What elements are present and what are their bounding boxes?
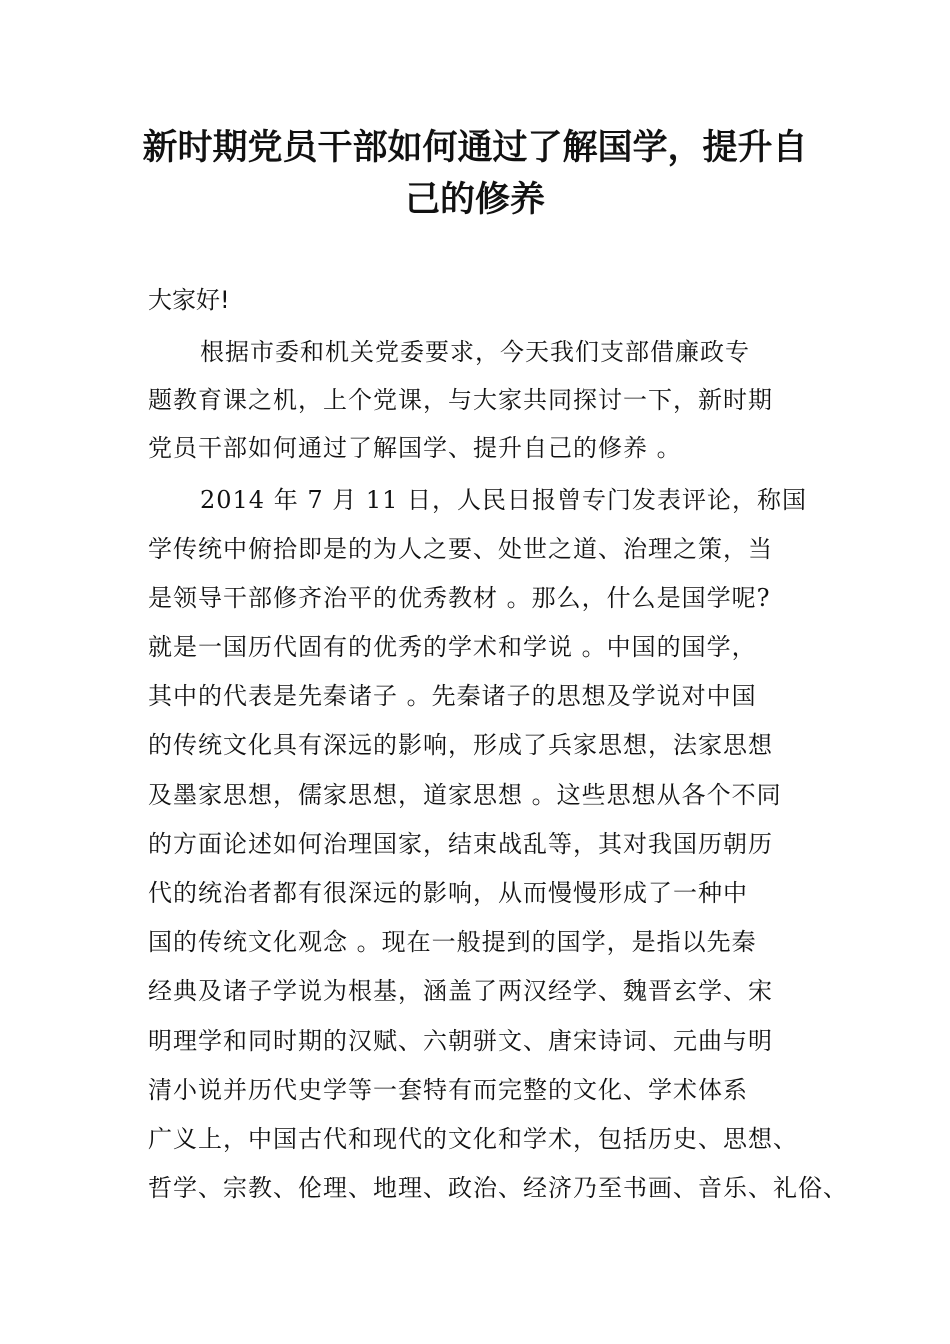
paragraph-2-line: 广义上，中国古代和现代的文化和学术，包括历史、思想、 <box>148 1125 798 1153</box>
paragraph-2-line: 学传统中俯拾即是的为人之要、处世之道、治理之策，当 <box>148 535 773 563</box>
title-line: 新时期党员干部如何通过了解国学，提升自 <box>142 128 808 168</box>
title-line: 己的修养 <box>404 180 545 220</box>
paragraph-2-line: 是领导干部修齐治平的优秀教材 。那么，什么是国学呢? <box>148 584 771 612</box>
paragraph-2-line: 的方面论述如何治理国家，结束战乱等，其对我国历朝历 <box>148 830 773 858</box>
paragraph-2-line: 的传统文化具有深远的影响，形成了兵家思想，法家思想 <box>148 731 773 759</box>
greeting: 大家好! <box>148 286 230 314</box>
paragraph-2-line: 国的传统文化观念 。现在一般提到的国学，是指以先秦 <box>148 928 757 956</box>
paragraph-2-line: 明理学和同时期的汉赋、六朝骈文、唐宋诗词、元曲与明 <box>148 1027 773 1055</box>
paragraph-2-line: 其中的代表是先秦诸子 。先秦诸子的思想及学说对中国 <box>148 682 757 710</box>
paragraph-1-line: 题教育课之机，上个党课，与大家共同探讨一下，新时期 <box>148 386 773 414</box>
paragraph-2-line: 清小说并历代史学等一套特有而完整的文化、学术体系 <box>148 1076 748 1104</box>
paragraph-2-line: 哲学、宗教、伦理、地理、政治、经济乃至书画、音乐、礼俗、 <box>148 1174 848 1202</box>
paragraph-2-line: 2014 年 7 月 11 日，人民日报曾专门发表评论，称国 <box>200 486 808 514</box>
paragraph-2-line: 经典及诸子学说为根基，涵盖了两汉经学、魏晋玄学、宋 <box>148 977 773 1005</box>
paragraph-1-line: 根据市委和机关党委要求，今天我们支部借廉政专 <box>200 338 750 366</box>
paragraph-1-line: 党员干部如何通过了解国学、提升自己的修养 。 <box>148 434 682 462</box>
paragraph-2-line: 及墨家思想，儒家思想，道家思想 。这些思想从各个不同 <box>148 781 782 809</box>
paragraph-2-line: 就是一国历代固有的优秀的学术和学说 。中国的国学， <box>148 633 757 661</box>
document-title <box>120 122 830 226</box>
paragraph-2-line: 代的统治者都有很深远的影响，从而慢慢形成了一种中 <box>148 879 748 907</box>
